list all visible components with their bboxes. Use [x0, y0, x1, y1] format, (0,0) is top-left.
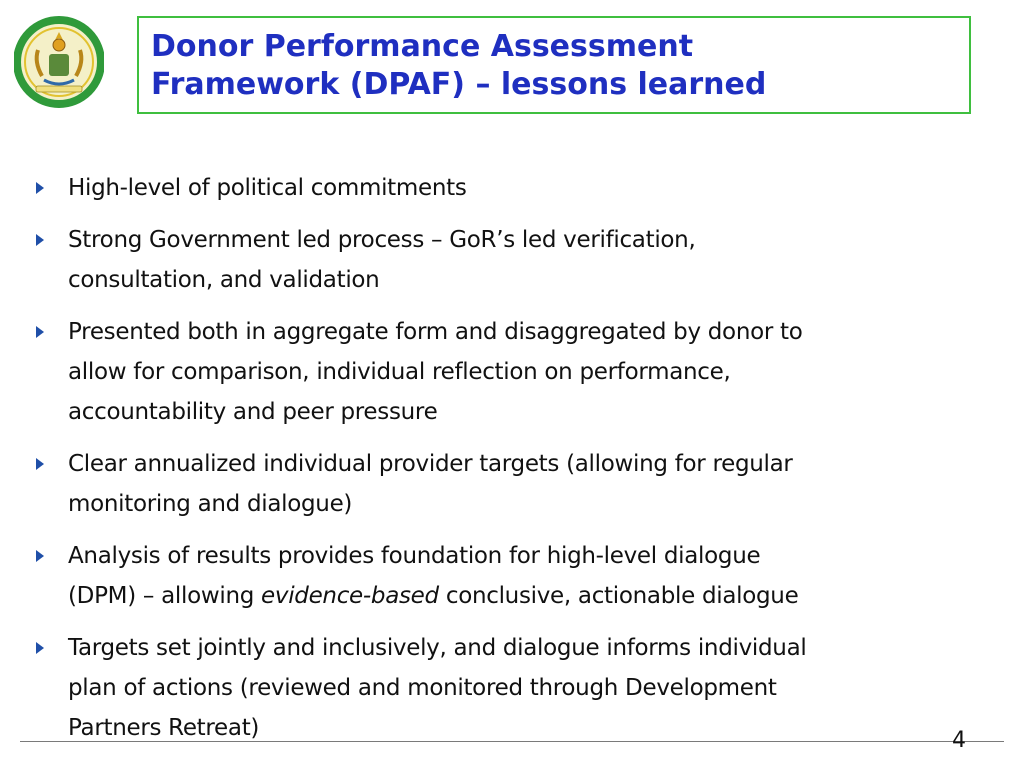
bullet-text: allow for comparison, individual reflection on performance,: [68, 359, 731, 385]
bullet-text: High-level of political commitments: [68, 175, 467, 201]
triangle-bullet-icon: [36, 182, 44, 194]
bullet-text-suffix: conclusive, actionable dialogue: [445, 583, 799, 609]
bullet-text-italic: evidence-based: [261, 583, 446, 609]
bullet-item: [36, 220, 996, 300]
bullet-text: accountability and peer pressure: [68, 399, 438, 425]
bullet-item: [36, 444, 996, 524]
bullet-text: Analysis of results provides foundation for high-level dialogue: [68, 543, 761, 569]
footer-divider: [20, 741, 1004, 742]
bullet-item: [36, 312, 996, 432]
rwanda-coat-of-arms-icon: [14, 14, 104, 110]
bullet-text: Presented both in aggregate form and disaggregated by donor to: [68, 319, 803, 345]
bullet-text-prefix: (DPM) – allowing: [68, 583, 262, 609]
bullet-text: Partners Retreat): [68, 715, 260, 741]
triangle-bullet-icon: [36, 550, 44, 562]
slide-title-box: [137, 16, 971, 114]
triangle-bullet-icon: [36, 642, 44, 654]
page-number: 4: [952, 728, 966, 753]
bullet-text: consultation, and validation: [68, 267, 380, 293]
bullet-text: Strong Government led process – GoR’s led verification,: [68, 227, 696, 253]
bullet-text: Targets set jointly and inclusively, and dialogue informs individual: [68, 635, 807, 661]
bullet-list: [36, 168, 996, 760]
bullet-item: [36, 536, 996, 616]
bullet-text: Clear annualized individual provider targets (allowing for regular: [68, 451, 793, 477]
triangle-bullet-icon: [36, 234, 44, 246]
bullet-text: plan of actions (reviewed and monitored through Development: [68, 675, 777, 701]
bullet-item: [36, 168, 996, 208]
bullet-text: monitoring and dialogue): [68, 491, 353, 517]
bullet-item: [36, 628, 996, 748]
triangle-bullet-icon: [36, 326, 44, 338]
triangle-bullet-icon: [36, 458, 44, 470]
slide-title-line: Donor Performance Assessment: [151, 29, 694, 64]
bullet-text-mixed: [68, 576, 996, 616]
slide-title-line: Framework (DPAF) – lessons learned: [151, 67, 767, 102]
